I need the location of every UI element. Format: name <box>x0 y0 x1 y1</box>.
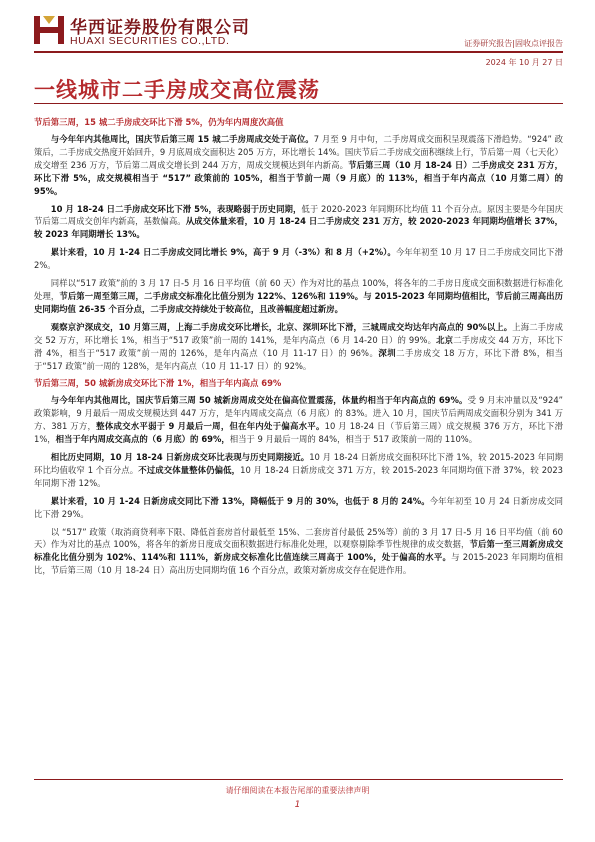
section-heading: 节后第三周，15 城二手房成交环比下滑 5%，仍为年内周度次高值 <box>34 117 284 127</box>
report-body <box>34 116 563 582</box>
report-date: 2024 年 10 月 27 日 <box>485 58 563 67</box>
body-text: 10 月 18-24 日新房成交面积环比下滑 1%，较 2015-2023 年同期环比均值收窄 1 个百分点。 <box>34 452 563 475</box>
emphasis-text: 与今年年内其他周比，国庆节后第三周 50 城新房周成交处在偏高位置震荡，体量约相当于年内高点的 69%。 <box>50 395 468 406</box>
emphasis-text: 累计来看，10 月 1-24 日新房成交同比下滑 13%，降幅低于 9 月的 30%，也低于 8 月的 24%。 <box>50 495 430 506</box>
report-header <box>0 0 595 67</box>
emphasis-text: 累计来看，10 月 1-24 日二手房成交同比增长 9%，高于 9 月（-3%）和 8 月（+2%）。 <box>50 247 396 258</box>
body-text: 二手房成交 44 万方，环比下滑 4%，相当于“517 政策”前一周的 126%，是年内高点（10 月 11-17 日）的 96%。 <box>34 334 564 358</box>
body-text: 7 月至 9 月中旬，二手房周成交面积呈现震荡下滑趋势。“924” 政策后，二手房成交热度开始回升，9 月底周成交面积达 205 万方，环比增长 14%。国庆节后二手房成交面积继续上行，节后第一周（七天化）成交增至 236 万方，节后第二周成交增长到 244 万方，周成交规模达到年内新高。 <box>34 134 564 170</box>
body-text: 上海二手房成交 52 万方，环比增长 1%，相当于“517 政策”前一周的 141%，是年内高点（6 月 14-20 日）的 99%。 <box>34 321 564 345</box>
legal-notice: 请仔细阅读在本报告尾部的重要法律声明 <box>225 786 370 795</box>
company-name-cn: 华西证券股份有限公司 <box>70 18 250 38</box>
body-text: 相当于 9 月最后一周的 84%，相当于 517 政策前一周的 110%。 <box>229 434 478 445</box>
body-text: 10 月 18-24 日新房成交 371 万方，较 2015-2023 年同期均值下滑 37%，较 2023 年同期下滑 12%。 <box>34 464 564 488</box>
emphasis-text: 深圳 <box>378 347 397 358</box>
body-text: 以 “517” 政策（取消商贷利率下限、降低首套房首付最低至 15%、二套房首付最低 25%等）前的 3 月 17 日-5 月 16 日平均值（前 60 天）作为对比的基点 100%，将各年的新房日度成交面积数据进行标准化处理，以观察剔除季节性规律的成交数据， <box>34 526 563 550</box>
body-text: 今年年初至 10 月 24 日新房成交同比下滑 29%。 <box>34 495 564 519</box>
body-text: 10 月 18-24 日（节后第三周）成交规模 376 万方，环比下滑 1%， <box>34 421 563 445</box>
body-text: 二手房成交 18 万方，环比下滑 8%，相当于“517 政策”前一周的 128%，是年内高点（10 月 11-17 日）的 92%。 <box>34 347 564 371</box>
page-number: 1 <box>294 800 301 810</box>
title-divider <box>34 103 563 104</box>
company-name-en: HUAXI SECURITIES CO.,LTD. <box>70 35 230 47</box>
body-paragraph <box>34 451 563 490</box>
emphasis-text: 相比历史同期，10 月 18-24 日新房成交环比表现与历史同期接近。 <box>50 452 310 463</box>
body-paragraph <box>34 321 563 373</box>
emphasis-text: 观察京沪深成交，10 月第三周，上海二手房成交环比增长，北京、深圳环比下滑，三城周成交均达年内高点的 90%以上。 <box>50 321 513 332</box>
footer-divider <box>34 779 563 780</box>
body-text: 受 9 月末冲量以及“924” 政策影响，9 月最后一周成交规模达到 447 万方，是年内周成交高点（6 月底）的 83%。进入 10 月，国庆节后两周成交面积分别为 341 万方、381 万方， <box>34 395 563 432</box>
body-paragraph <box>34 526 563 578</box>
header-divider <box>34 51 563 53</box>
emphasis-text: 从成交体量来看，10 月 18-24 日二手房成交 231 万方，较 2020-2023 年同期均值增长 37%，较 2023 年同期增长 13%。 <box>34 216 564 240</box>
huaxi-logo-icon <box>34 14 64 46</box>
emphasis-text: 不过成交体量整体仍偏低， <box>138 464 241 475</box>
emphasis-text: 节后第三周（10 月 18-24 日）二手房成交 231 万方，环比下滑 5%，成交规模相当于 “517” 政策前的 105%，相当于节前一周（9 月底）的 113%，相当于年内高点（10 月第二周）的 95%。 <box>34 159 563 196</box>
body-paragraph <box>34 246 563 272</box>
body-text: 同样以“517 政策”前的 3 月 17 日-5 月 16 日平均值（前 60 天）作为对比的基点 100%，将各年的二手房日度成交面积数据进行标准化处理， <box>34 278 563 301</box>
body-paragraph <box>34 277 563 316</box>
body-paragraph <box>34 495 563 521</box>
emphasis-text: 节后第一至三周新房成交标准化比值分别为 102%、114%和 111%，新房成交标准化比值连续三周高于 100%，处于偏高的水平。 <box>34 539 564 563</box>
emphasis-text: 整体成交水平弱于 9 月最后一周，但在年内处于偏高水平。 <box>96 421 325 432</box>
report-title: 一线城市二手房成交高位震荡 <box>34 78 320 102</box>
emphasis-text: 节后第一周至第三周，二手房成交标准化比值分别为 122%、126%和 119%。与 2015-2023 年同期均值相比，节后前三周高出历史同期均值 26-35 个百分点，二手房成交持续处于较高位，且改善幅度超过新房。 <box>34 290 564 314</box>
emphasis-text: 与今年年内其他周比，国庆节后第三周 15 城二手房周成交处于高位。 <box>50 134 314 144</box>
body-paragraph <box>34 394 563 446</box>
emphasis-text: 10 月 18-24 日二手房成交环比下滑 5%，表现略弱于历史同期， <box>50 203 302 214</box>
section-heading: 节后第三周，50 城新房成交环比下滑 1%，相当于年内高点 69% <box>34 378 282 389</box>
body-text: 今年年初至 10 月 17 日二手房成交同比下滑 2%。 <box>34 247 563 271</box>
report-type-label: 证券研究报告|固收点评报告 <box>464 39 563 48</box>
body-text: 低于 2020-2023 年同期环比均值 11 个百分点。原因主要是今年国庆节后第二周成交创年内新高，基数偏高。 <box>34 203 563 227</box>
body-paragraph <box>34 133 563 198</box>
body-paragraph <box>34 203 563 242</box>
body-text: 与 2015-2023 年同期均值相比，节后第三周（10 月 18-24 日）高出历史同期均值 16 个百分点，政策对新房成交存在促进作用。 <box>34 552 563 576</box>
emphasis-text: 相当于年内周成交高点的（6 月底）的 69%， <box>55 434 230 445</box>
emphasis-text: 北京 <box>436 334 454 345</box>
